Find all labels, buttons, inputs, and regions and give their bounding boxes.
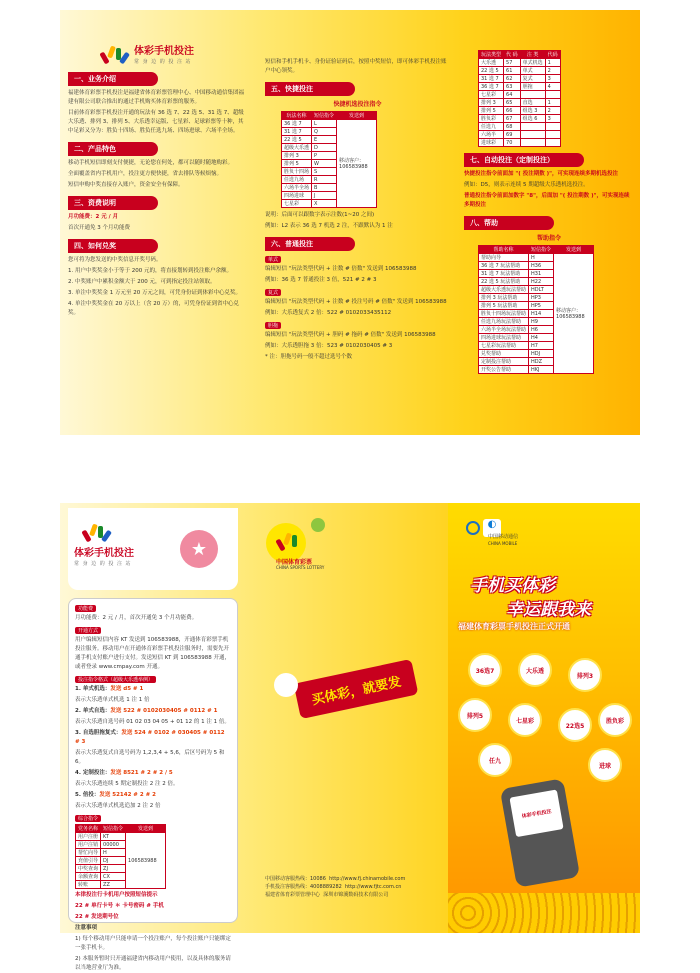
cover-brand-title: 体彩手机投注 bbox=[74, 548, 134, 559]
lottery-ball: 排列3 bbox=[568, 658, 602, 692]
table-cell: 六场半全场 bbox=[282, 184, 312, 192]
ex-4-label: 4. 定制投注： bbox=[75, 770, 111, 776]
lottery-ball: 七星彩 bbox=[508, 703, 542, 737]
fee-free: 首次开通免 3 个月功能费 bbox=[68, 225, 130, 231]
table-row bbox=[479, 91, 561, 99]
table-cell: 65 bbox=[504, 99, 521, 107]
table-cell: 68 bbox=[504, 123, 521, 131]
notice-title: 注意事项 bbox=[75, 925, 98, 931]
section-redeem: 四、如何兑奖 bbox=[68, 239, 158, 253]
footer-link-1[interactable]: http://www.fj.chinamobile.com bbox=[329, 876, 406, 882]
col-header: 发送到 bbox=[554, 246, 594, 254]
lottery-ball: 进球 bbox=[588, 748, 622, 782]
open-text: 用户编辑短信内容 KT 发送到 106583988，开通体育彩票手机投注服务。移动用户在开通体育彩票手机投注服务时，需要先开通手机支付账户进行支付。发送短信 KT 到 106583988 开通，或者登录 www.cmpay.com 开通。 bbox=[75, 637, 231, 670]
redeem-2: 1. 用户中奖奖金小于等于 200 元的，将直接划转到投注账户余额。 bbox=[68, 268, 232, 274]
table-row bbox=[76, 833, 166, 841]
lottery-ball: 任九 bbox=[478, 743, 512, 777]
table-cell: HP3 bbox=[529, 294, 554, 302]
table-cell: 单式机选 bbox=[520, 59, 545, 67]
feature-1: 移动手机短信即刻支付便捷，无论您在何处，都可以随时随地购彩。 bbox=[68, 160, 234, 166]
business-games-text: 目前体育彩票手机投注开通的玩法有 36 选 7、22 选 5、31 选 7、超级大乐透、排列 3、排列 5、大乐透幸运版、七星彩、足球彩票等十种，其中足彩又分为：胜负十四场、胜负任选九场、四场进球、六场半全场。 bbox=[68, 110, 244, 134]
quick-bet-table bbox=[281, 111, 377, 208]
table-cell: L bbox=[312, 120, 337, 128]
table-cell: H6 bbox=[529, 326, 554, 334]
footer-link-2[interactable]: http://www.fjtc.com.cn bbox=[345, 884, 402, 890]
redeem-5: 4. 单注中奖奖金在 20 万以上（含 20 万）的，可凭身份证到省中心兑奖。 bbox=[68, 301, 239, 316]
table-cell: D bbox=[312, 144, 337, 152]
section-business-intro: 一、业务介绍 bbox=[68, 72, 158, 86]
table-row bbox=[479, 59, 561, 67]
business-intro-text: 福建体育彩票手机投注是福建省体育彩票管理中心、中国移动通信集团福建有限公司联合推出的通过手机购买体育彩票的服务。 bbox=[68, 90, 245, 105]
table-cell: 任选九场玩法帮助 bbox=[479, 318, 529, 326]
quick-note-1: 说明：后面可以跟数字表示注数(1~20 之间) bbox=[265, 212, 375, 218]
col-header: 发送到 bbox=[126, 825, 166, 833]
ex-5-cmd: 发送 52142 # 2 # 2 bbox=[99, 792, 156, 798]
china-mobile-icon bbox=[466, 521, 480, 535]
table-cell: 00000 bbox=[101, 841, 126, 849]
cover-middle-panel bbox=[256, 503, 446, 933]
table-cell: 36 选 7 bbox=[282, 120, 312, 128]
table-cell: 转账 bbox=[76, 881, 101, 889]
table-cell: H4 bbox=[529, 334, 554, 342]
footer-line-3b: 深圳市锦溪数码技术有限公司 bbox=[323, 892, 389, 898]
china-mobile-mark-icon: ◐ bbox=[483, 519, 501, 537]
cover-left-panel bbox=[68, 508, 238, 971]
table-cell: 66 bbox=[504, 107, 521, 115]
cover-brand-text bbox=[74, 548, 134, 567]
open-title: 开通方式 bbox=[75, 627, 101, 634]
table-cell: 1 bbox=[545, 99, 560, 107]
table-cell bbox=[545, 139, 560, 147]
table-cell bbox=[545, 123, 560, 131]
auto-3: 普通投注指令前面加数字 "8"，后面加 "( 投注期数 )"，可实现连续多期投注 bbox=[464, 193, 630, 208]
deco-circle-green bbox=[311, 518, 325, 532]
table-cell: H bbox=[529, 254, 554, 262]
redeem-4: 3. 单注中奖奖金 1 万元至 20 万元之间，可凭身份证到体彩中心兑奖。 bbox=[68, 290, 241, 296]
table-cell: 四场进球 bbox=[282, 192, 312, 200]
general-command-table bbox=[75, 824, 166, 889]
table-cell: 胜负十四场 bbox=[282, 168, 312, 176]
table-cell: HDLT bbox=[529, 286, 554, 294]
ex-5-desc: 表示大乐透单式机选追加 2 注 2 倍 bbox=[75, 803, 161, 809]
lottery-mark-icon bbox=[82, 522, 112, 544]
table-cell: 胜负彩 bbox=[479, 115, 504, 123]
table-cell: B bbox=[312, 184, 337, 192]
brochure-cover bbox=[60, 503, 640, 971]
ex-4-desc: 表示大乐透连续 5 期定制投注 2 注 2 倍。 bbox=[75, 781, 179, 787]
table-row bbox=[479, 67, 561, 75]
ex-1-label: 1. 单式机选： bbox=[75, 686, 111, 692]
table-cell: X bbox=[312, 200, 337, 208]
table-cell: 64 bbox=[504, 91, 521, 99]
table-cell: H31 bbox=[529, 270, 554, 278]
lottery-ball: 排列5 bbox=[458, 698, 492, 732]
table-row bbox=[479, 123, 561, 131]
table-cell: H14 bbox=[529, 310, 554, 318]
table-cell: P bbox=[312, 152, 337, 160]
table-cell: 开奖公告帮助 bbox=[479, 366, 529, 374]
table-row bbox=[479, 139, 561, 147]
table-cell: 36 选 7 玩法帮助 bbox=[479, 262, 529, 270]
auto-1: 快捷投注指令前面加 "( 投注期数 )"，可实现连续多期机选投注 bbox=[464, 171, 619, 177]
table-cell: 七星彩 bbox=[479, 91, 504, 99]
table-cell: 帮助向导 bbox=[479, 254, 529, 262]
lottery-ball: 22选5 bbox=[558, 708, 592, 742]
table-cell: 大乐透 bbox=[479, 59, 504, 67]
table-cell: 帮忙向导 bbox=[76, 849, 101, 857]
normal-ex-3: 例如：大乐透胆拖 3 倍：523 # 0102030405 # 3 bbox=[265, 343, 393, 349]
auto-2: 例如：D5，则表示连续 5 期超级大乐透机选投注。 bbox=[464, 182, 589, 188]
help-table-title: 帮助指令 bbox=[536, 235, 561, 242]
send-to-cell: 移动客户：106583988 bbox=[337, 120, 377, 208]
lottery-name-en: CHINA SPORTS LOTTERY bbox=[276, 565, 325, 570]
table-cell: Q bbox=[312, 128, 337, 136]
gen-title: 综合指令 bbox=[75, 815, 101, 822]
table-row bbox=[479, 107, 561, 115]
table-cell: 四场进球玩法帮助 bbox=[479, 334, 529, 342]
table-row bbox=[479, 254, 594, 262]
red-note-1: 本律投注行卡机用户按照短信提示 bbox=[75, 892, 158, 898]
code-table bbox=[478, 50, 561, 147]
mobile-name: 中国移动通信 bbox=[488, 534, 519, 540]
table-cell: H9 bbox=[529, 318, 554, 326]
table-cell bbox=[545, 131, 560, 139]
table-cell bbox=[520, 131, 545, 139]
table-cell: HDZ bbox=[529, 358, 554, 366]
footer-line-3: 福建省体育彩票管理中心 bbox=[265, 892, 321, 898]
section-fees: 三、资费说明 bbox=[68, 196, 158, 210]
table-row bbox=[479, 83, 561, 91]
table-row bbox=[282, 120, 377, 128]
slogan-logo-icon bbox=[274, 673, 298, 697]
normal-ex-1: 例如：36 选 7 普通投注 3 倍，521 # 2 # 3 bbox=[265, 277, 377, 283]
fee-monthly: 月功能费：2 元 / 月 bbox=[68, 214, 119, 220]
normal-cmd-2: 编辑短信 "玩法类型代码 + 注数 # 投注号码 # 倍数" 发送到 106583988 bbox=[265, 299, 447, 305]
table-cell: HDJ bbox=[529, 350, 554, 358]
table-cell: 任选九 bbox=[479, 123, 504, 131]
info-box bbox=[68, 598, 238, 971]
table-cell: 31 选 7 bbox=[479, 75, 504, 83]
table-row bbox=[479, 75, 561, 83]
ex-2-label: 2. 单式自选： bbox=[75, 708, 111, 714]
table-cell: ZJ bbox=[101, 865, 126, 873]
table-cell: J bbox=[312, 192, 337, 200]
slogan-line-2: 幸运跟我来 bbox=[506, 600, 591, 620]
col-header: 短信指令 bbox=[312, 112, 337, 120]
quick-intro: 短信和手机手机卡、身份证验证码后，按照中奖短信，即可体彩手机投注账户中心领奖。 bbox=[265, 59, 447, 74]
redeem-3: 2. 中奖账户中累积金额大于 200 元，可到指定投注站领取。 bbox=[68, 279, 216, 285]
ex-3-desc: 表示大乐透复式自选号码为 1,2,3,4 + 5,6，后区号码为 5 和 6。 bbox=[75, 750, 225, 765]
slogan-line-3: 福建体育彩票手机投注正式开通 bbox=[458, 622, 570, 631]
table-cell bbox=[520, 123, 545, 131]
table-cell: H22 bbox=[529, 278, 554, 286]
table-cell: HKJ bbox=[529, 366, 554, 374]
table-cell: 六场半 bbox=[479, 131, 504, 139]
table-cell: 排列 5 玩法帮助 bbox=[479, 302, 529, 310]
table-cell: S bbox=[312, 168, 337, 176]
section-features: 二、产品特色 bbox=[68, 142, 158, 156]
table-cell: 排列 5 bbox=[282, 160, 312, 168]
table-cell: 直选 bbox=[520, 99, 545, 107]
slogan-badge bbox=[294, 659, 419, 719]
col-header: 代 码 bbox=[504, 51, 521, 59]
table-cell: 69 bbox=[504, 131, 521, 139]
table-cell: 组选 3 bbox=[520, 107, 545, 115]
feature-2: 全面覆盖省内手机用户，投注更方便快捷，省去排队等候烦恼。 bbox=[68, 171, 223, 177]
ex-2-desc: 表示大乐透自选号码 01 02 03 04 05 + 01 12 的 1 注 1 倍。 bbox=[75, 719, 230, 725]
col-header: 代码 bbox=[545, 51, 560, 59]
red-note-2: 22 # 单行卡号 ＊ 卡号密码 # 手机 bbox=[75, 903, 164, 909]
mobile-phone bbox=[500, 778, 580, 888]
table-row bbox=[479, 131, 561, 139]
ex-title: 投注指令格式（超级大乐透举例） bbox=[75, 676, 156, 683]
table-cell: R bbox=[312, 176, 337, 184]
table-cell: 组选 6 bbox=[520, 115, 545, 123]
brand-title: 体彩手机投注 bbox=[134, 45, 194, 57]
col-header: 注 类 bbox=[520, 51, 545, 59]
section-quick-bet: 五、快捷投注 bbox=[265, 82, 355, 96]
func-title: 功能费 bbox=[75, 605, 96, 612]
middle-panel bbox=[265, 58, 450, 435]
ex-1-desc: 表示大乐透单式机选 1 注 1 倍 bbox=[75, 697, 150, 703]
brand-subtitle: 常 身 边 的 投 注 站 bbox=[134, 58, 192, 65]
normal-cmd-1: 编辑短信 "玩法类型代码 + 注数 # 倍数" 发送到 106583988 bbox=[265, 266, 417, 272]
table-cell: ZZ bbox=[101, 881, 126, 889]
table-cell: E bbox=[312, 136, 337, 144]
table-cell: 中奖查询 bbox=[76, 865, 101, 873]
cover-right-panel bbox=[448, 503, 640, 933]
table-cell: 2 bbox=[545, 107, 560, 115]
table-cell: 22 选 5 玩法帮助 bbox=[479, 278, 529, 286]
table-cell: 22 选 5 bbox=[479, 67, 504, 75]
table-cell: 3 bbox=[545, 115, 560, 123]
table-cell: DJ bbox=[101, 857, 126, 865]
table-cell: CX bbox=[101, 873, 126, 881]
table-cell: 超级大乐透 bbox=[282, 144, 312, 152]
table-cell: 定制投注帮助 bbox=[479, 358, 529, 366]
lottery-mark-icon bbox=[100, 44, 130, 66]
china-sports-lottery-logo bbox=[276, 531, 302, 553]
cover-brand-logo bbox=[82, 522, 112, 544]
table-row bbox=[479, 99, 561, 107]
table-cell: 六场半全场玩法帮助 bbox=[479, 326, 529, 334]
col-header: 玩法类型 bbox=[479, 51, 504, 59]
send-to-cell: 106583988 bbox=[126, 833, 166, 889]
normal-cmd-3: 编辑短信 "玩法类型代码 + 胆码 # 拖码 # 倍数" 发送到 106583988 bbox=[265, 332, 436, 338]
table-cell: 4 bbox=[545, 83, 560, 91]
tag-multiple: 复式 bbox=[265, 289, 281, 296]
footer-line-1: 中国移动客服热线：10086 bbox=[265, 876, 326, 882]
notice-1: 1) 每个移动用户只能申请一个投注账户，每个投注账户只能绑定一张手机卡。 bbox=[75, 936, 231, 951]
col-header: 短信指令 bbox=[529, 246, 554, 254]
table-cell: 用户注销 bbox=[76, 841, 101, 849]
slogan-line-1: 手机买体彩 bbox=[470, 576, 555, 596]
right-panel bbox=[464, 50, 634, 435]
send-to-cell: 移动客户：106583988 bbox=[554, 254, 594, 374]
footer-contacts bbox=[265, 875, 405, 899]
table-cell: 兑奖帮助 bbox=[479, 350, 529, 358]
lottery-ball: 胜负彩 bbox=[598, 703, 632, 737]
ex-1-cmd: 发送 d5 # 1 bbox=[110, 686, 144, 692]
table-row bbox=[479, 115, 561, 123]
help-table bbox=[478, 245, 594, 374]
func-text: 月功能费：2 元 / 月，首次开通免 3 个月功能费。 bbox=[75, 615, 198, 621]
normal-note: * 注：胆拖号码一般不超过选号个数 bbox=[265, 354, 352, 360]
table-cell: H7 bbox=[529, 342, 554, 350]
slogan-mid: 买体彩，就要发 bbox=[310, 674, 403, 708]
table-cell: 70 bbox=[504, 139, 521, 147]
red-note-3: 22 # 发送期号位 bbox=[75, 914, 119, 920]
table-cell: 七星彩玩法帮助 bbox=[479, 342, 529, 350]
table-cell: 复式 bbox=[520, 75, 545, 83]
table-cell: 任选九场 bbox=[282, 176, 312, 184]
star-badge-icon: ★ bbox=[180, 530, 218, 568]
table-cell bbox=[545, 91, 560, 99]
notice-2: 2) 本服务暂时只开通福建省内移动用户使用，以及具体的服务请以当地营业厅为准。 bbox=[75, 956, 231, 971]
col-header: 短信指令 bbox=[101, 825, 126, 833]
ex-3-cmd: 发送 524 # 0102 # 030405 # 0112 # 3 bbox=[75, 730, 225, 745]
table-cell: 七星彩 bbox=[282, 200, 312, 208]
table-cell: 胆拖 bbox=[520, 83, 545, 91]
table-cell: 排列 5 bbox=[479, 107, 504, 115]
ex-3-label: 3. 自选胆拖复式： bbox=[75, 730, 122, 736]
table-cell: H bbox=[101, 849, 126, 857]
table-cell: 57 bbox=[504, 59, 521, 67]
redeem-1: 您可将为您发送的中奖信息开奖号码。 bbox=[68, 257, 162, 263]
lottery-name: 中国体育彩票 bbox=[276, 559, 313, 566]
section-help: 八、帮助 bbox=[464, 216, 554, 230]
table-cell: 用户注册 bbox=[76, 833, 101, 841]
cover-brand-subtitle: 常 身 边 的 投 注 站 bbox=[74, 561, 132, 567]
brand-header bbox=[68, 508, 238, 590]
gold-coins bbox=[448, 893, 640, 933]
table-cell bbox=[520, 139, 545, 147]
table-cell: 进球彩 bbox=[479, 139, 504, 147]
col-header: 玩法名称 bbox=[282, 112, 312, 120]
normal-ex-2: 例如：大乐透复式 2 倍：522 # 0102033435112 bbox=[265, 310, 392, 316]
section-normal-bet: 六、普通投注 bbox=[265, 237, 355, 251]
lottery-ball: 36选7 bbox=[468, 653, 502, 687]
table-cell: 2 bbox=[545, 67, 560, 75]
table-cell bbox=[520, 91, 545, 99]
table-cell: 31 选 7 玩法帮助 bbox=[479, 270, 529, 278]
table-cell: 排列 3 玩法帮助 bbox=[479, 294, 529, 302]
table-cell: 61 bbox=[504, 67, 521, 75]
table-cell: 超级大乐透玩法帮助 bbox=[479, 286, 529, 294]
brochure-inside bbox=[60, 10, 640, 435]
section-auto-bet: 七、自动投注（定制投注） bbox=[464, 153, 584, 167]
table-cell: 67 bbox=[504, 115, 521, 123]
table-cell: 36 选 7 bbox=[479, 83, 504, 91]
quick-table-title: 快捷机选投注指令 bbox=[333, 101, 382, 108]
table-cell: H36 bbox=[529, 262, 554, 270]
col-header: 帮助名称 bbox=[479, 246, 529, 254]
table-cell: 22 选 5 bbox=[282, 136, 312, 144]
ex-2-cmd: 发送 522 # 0102030405 # 0112 # 1 bbox=[110, 708, 218, 714]
table-cell: W bbox=[312, 160, 337, 168]
footer-line-2: 手机投注客服热线：4008889282 bbox=[265, 884, 342, 890]
table-cell: 单式 bbox=[520, 67, 545, 75]
ex-5-label: 5. 倍投： bbox=[75, 792, 100, 798]
table-cell: 余额查询 bbox=[76, 873, 101, 881]
table-cell: 62 bbox=[504, 75, 521, 83]
table-cell: 充值引导 bbox=[76, 857, 101, 865]
left-panel bbox=[68, 44, 248, 435]
quick-note-2: 例如：L2 表示 36 选 7 机选 2 注，不跟默认为 1 注 bbox=[265, 223, 393, 229]
phone-screen: 体彩手机投注 bbox=[509, 789, 563, 837]
table-cell: 31 选 7 bbox=[282, 128, 312, 136]
table-cell: 排列 3 bbox=[479, 99, 504, 107]
table-cell: 1 bbox=[545, 59, 560, 67]
mobile-name-en: CHINA MOBILE bbox=[488, 541, 518, 546]
table-cell: 3 bbox=[545, 75, 560, 83]
table-cell: HP5 bbox=[529, 302, 554, 310]
tag-single: 单式 bbox=[265, 256, 281, 263]
table-cell: 胜负十四场玩法帮助 bbox=[479, 310, 529, 318]
ex-4-cmd: 发送 8521 # 2 # 2 / 5 bbox=[110, 770, 173, 776]
col-header: 发送到 bbox=[337, 112, 377, 120]
lottery-ball: 大乐透 bbox=[518, 653, 552, 687]
feature-3: 短信申购中奖直接存入账户，资金安全有保障。 bbox=[68, 182, 184, 188]
table-cell: KT bbox=[101, 833, 126, 841]
tag-banker: 胆拖 bbox=[265, 322, 281, 329]
col-header: 党务名称 bbox=[76, 825, 101, 833]
lottery-mark-icon bbox=[276, 531, 302, 553]
top-brand-logo bbox=[100, 44, 280, 66]
table-cell: 排列 3 bbox=[282, 152, 312, 160]
table-cell: 63 bbox=[504, 83, 521, 91]
